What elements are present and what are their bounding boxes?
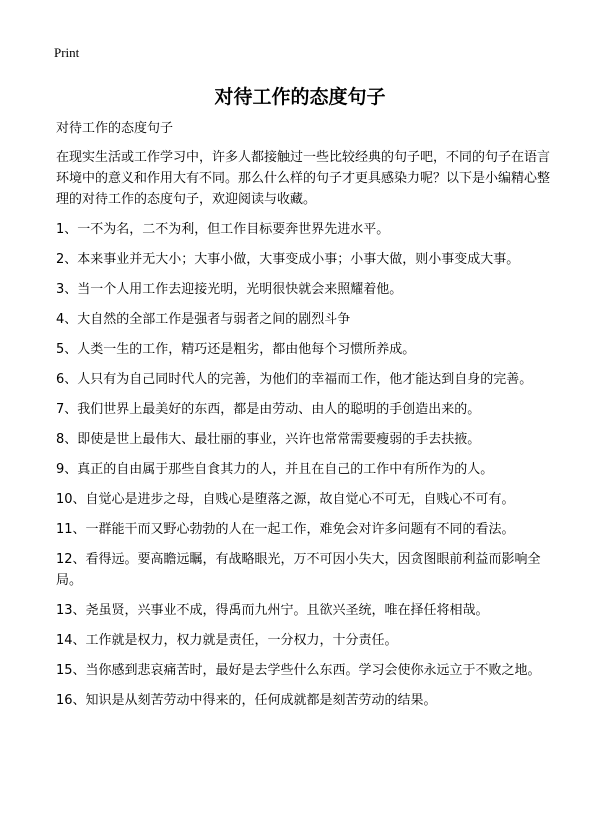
intro-paragraph: 在现实生活或工作学习中，许多人都接触过一些比较经典的句子吧，不同的句子在语言环境中的意义和作用大有不同。那么什么样的句子才更具感染力呢？以下是小编精心整理的对待工作的态度句子，欢迎阅读与收藏。 xyxy=(56,150,551,207)
list-item: 13、尧虽贤，兴事业不成，得禹而九州宁。且欲兴圣统，唯在择任将相哉。 xyxy=(56,603,489,618)
list-item: 12、看得远。要高瞻远瞩，有战略眼光，万不可因小失大，因贪图眼前利益而影响全局。 xyxy=(56,552,541,588)
list-item: 1、一不为名，二不为利，但工作目标要奔世界先进水平。 xyxy=(56,222,390,237)
list-item: 4、大自然的全部工作是强者与弱者之间的剧烈斗争 xyxy=(56,312,351,327)
article-subtitle: 对待工作的态度句子 xyxy=(56,121,174,136)
list-item: 8、即使是世上最伟大、最壮丽的事业，兴许也常常需要瘦弱的手去扶掖。 xyxy=(56,432,481,447)
list-item: 2、本来事业并无大小；大事小做，大事变成小事；小事大做，则小事变成大事。 xyxy=(56,252,520,267)
page-title: 对待工作的态度句子 xyxy=(214,86,386,108)
article-body xyxy=(56,118,556,720)
list-item: 16、知识是从刻苦劳动中得来的，任何成就都是刻苦劳动的结果。 xyxy=(56,693,437,708)
list-item: 14、工作就是权力，权力就是责任，一分权力，十分责任。 xyxy=(56,633,398,648)
list-item: 15、当你感到悲哀痛苦时，最好是去学些什么东西。学习会使你永远立于不败之地。 xyxy=(56,663,541,678)
list-item: 11、一群能干而又野心勃勃的人在一起工作，难免会对许多问题有不同的看法。 xyxy=(56,522,515,537)
list-item: 6、人只有为自己同时代人的完善，为他们的幸福而工作，他才能达到自身的完善。 xyxy=(56,372,533,387)
list-item: 5、人类一生的工作，精巧还是粗劣，都由他每个习惯所养成。 xyxy=(56,342,416,357)
print-link[interactable]: Print xyxy=(54,45,80,60)
list-item: 10、自觉心是进步之母，自贱心是堕落之源，故自觉心不可无，自贱心不可有。 xyxy=(56,492,515,507)
list-item: 3、当一个人用工作去迎接光明，光明很快就会来照耀着他。 xyxy=(56,282,403,297)
list-item: 7、我们世界上最美好的东西，都是由劳动、由人的聪明的手创造出来的。 xyxy=(56,402,481,417)
list-item: 9、真正的自由属于那些自食其力的人，并且在自己的工作中有所作为的人。 xyxy=(56,462,494,477)
